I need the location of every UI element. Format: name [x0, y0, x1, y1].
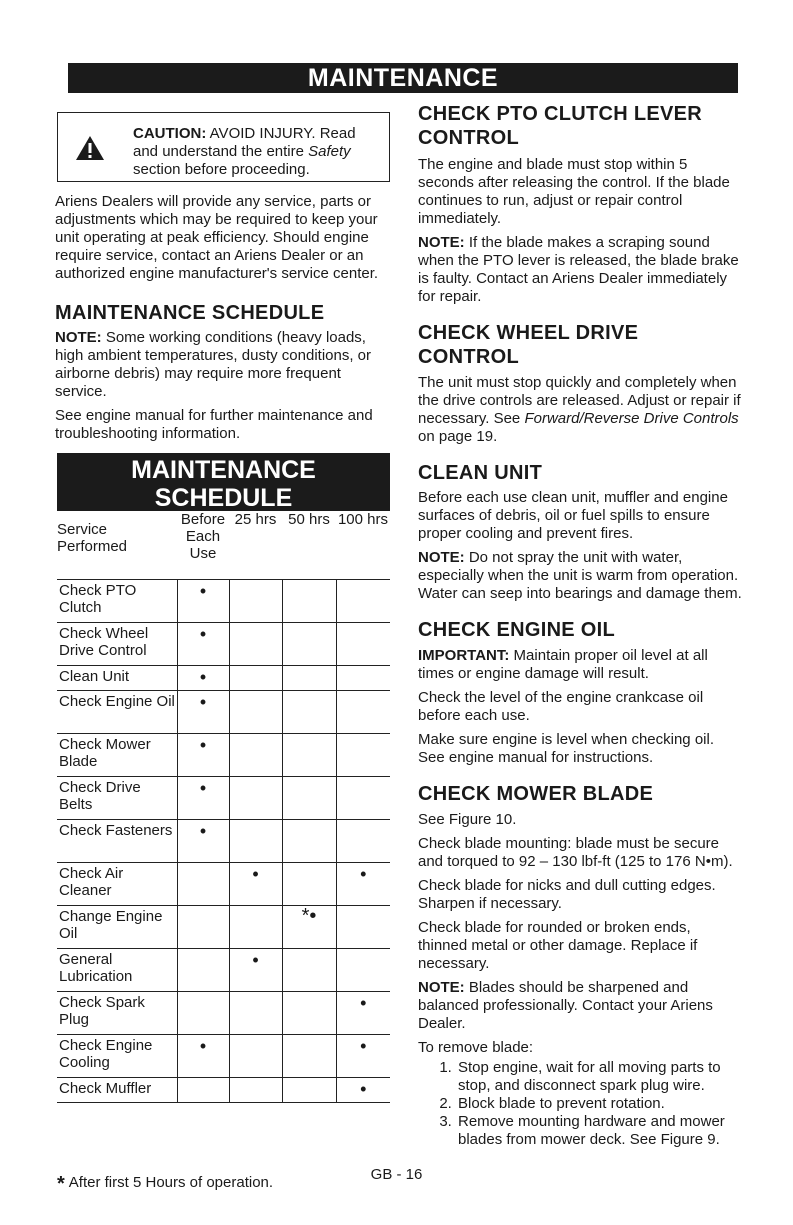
interval-mark: • — [199, 581, 207, 601]
interval-cell-h100 — [336, 863, 390, 906]
interval-cell-h100 — [336, 992, 390, 1035]
col-header-25: 25 hrs — [234, 511, 277, 528]
interval-cell-h100 — [336, 1035, 390, 1078]
service-name: Check Spark Plug — [57, 992, 177, 1035]
interval-cell-h25 — [229, 777, 282, 820]
table-row — [57, 691, 390, 734]
pto-note — [418, 234, 743, 306]
left-column — [55, 112, 390, 443]
interval-cell-h100 — [336, 623, 390, 666]
interval-cell-h50 — [282, 734, 336, 777]
interval-cell-before — [177, 691, 229, 734]
table-row — [57, 949, 390, 992]
oil-heading: CHECK ENGINE OIL — [418, 619, 616, 641]
schedule-paragraph: See engine manual for further maintenance and troubleshooting information. — [55, 407, 373, 442]
interval-mark: • — [360, 864, 367, 884]
note-text: If the blade makes a scraping sound when the PTO lever is released, the blade brake is faulty. Contact an Ariens Dealer immediately for repair. — [418, 234, 739, 305]
oil-paragraph-1: Check the level of the engine crankcase oil before each use. — [418, 689, 704, 724]
table-row — [57, 666, 390, 691]
interval-cell-h100 — [336, 777, 390, 820]
blade-note — [418, 979, 743, 1033]
interval-mark: • — [199, 692, 207, 712]
interval-cell-h100 — [336, 820, 390, 863]
footnote-asterisk: * — [57, 1173, 65, 1195]
interval-cell-h25 — [229, 949, 282, 992]
clean-paragraph: Before each use clean unit, muffler and engine surfaces of debris, oil or fuel spills to ensure proper cooling and prevent fires. — [418, 489, 728, 542]
schedule-note — [55, 329, 390, 401]
interval-cell-h25 — [229, 666, 282, 691]
col-header-100: 100 hrs — [337, 511, 389, 528]
wheel-ref: Forward/Reverse Drive Controls — [524, 410, 739, 427]
warning-triangle-icon — [75, 135, 105, 161]
interval-cell-before — [177, 949, 229, 992]
service-name: Check Muffler — [57, 1078, 177, 1103]
interval-mark: • — [252, 864, 259, 884]
interval-cell-h25 — [229, 623, 282, 666]
interval-cell-before — [177, 580, 229, 623]
right-column — [418, 102, 743, 1149]
table-row — [57, 1078, 390, 1103]
interval-mark: • — [199, 778, 207, 798]
footnote-text: After first 5 Hours of operation. — [68, 1174, 274, 1191]
table-row — [57, 992, 390, 1035]
header-row — [57, 511, 390, 580]
wheel-text: The unit must stop quickly and completely when the drive controls are released. Adjust or repair if necessary. See — [418, 374, 741, 427]
clean-note — [418, 549, 743, 603]
table-row — [57, 820, 390, 863]
table-row — [57, 580, 390, 623]
interval-cell-h50 — [282, 906, 336, 949]
table-title-line1: MAINTENANCE — [131, 456, 316, 484]
caution-body-end: section before proceeding. — [133, 161, 310, 178]
note-text: Some working conditions (heavy loads, high ambient temperatures, dusty conditions, or airborne debris) may require more frequent service. — [55, 329, 372, 400]
clean-heading: CLEAN UNIT — [418, 462, 543, 484]
interval-cell-before — [177, 863, 229, 906]
caution-ref: Safety — [308, 143, 351, 160]
blade-paragraph-2: Check blade mounting: blade must be secure and torqued to 92 – 130 lbf-ft (125 to 176 N•m). — [418, 835, 733, 870]
step-item: 3. Remove mounting hardware and mower blades from mower deck. See Figure 9. — [456, 1113, 743, 1149]
interval-mark: • — [199, 735, 207, 755]
interval-mark: *• — [301, 905, 317, 927]
blade-remove-intro: To remove blade: — [418, 1039, 534, 1056]
service-name: Check Fasteners — [57, 820, 177, 863]
interval-cell-before — [177, 1078, 229, 1103]
important-label: IMPORTANT: — [418, 647, 510, 664]
interval-cell-h50 — [282, 949, 336, 992]
schedule-grid — [57, 511, 390, 1103]
service-name: Check PTO Clutch — [57, 580, 177, 623]
pto-paragraph: The engine and blade must stop within 5 seconds after releasing the control. If the blade continues to run, adjust or repair control immediately. — [418, 156, 730, 227]
service-name: Check Engine Oil — [57, 691, 177, 734]
table-title-line2: SCHEDULE — [154, 484, 293, 512]
interval-cell-before — [177, 992, 229, 1035]
caution-text — [133, 125, 383, 179]
interval-mark: • — [252, 950, 259, 970]
table-row — [57, 863, 390, 906]
interval-mark: • — [199, 1036, 207, 1056]
note-text: Blades should be sharpened and balanced professionally. Contact your Ariens Dealer. — [418, 979, 713, 1032]
interval-mark: • — [199, 821, 207, 841]
table-title — [57, 453, 390, 511]
service-name: Check Air Cleaner — [57, 863, 177, 906]
wheel-text-end: on page 19. — [418, 428, 498, 445]
interval-mark: • — [360, 1079, 367, 1099]
table-row — [57, 906, 390, 949]
interval-cell-h50 — [282, 580, 336, 623]
interval-cell-h25 — [229, 906, 282, 949]
pto-heading: CHECK PTO CLUTCH LEVER CONTROL — [418, 103, 703, 149]
caution-body: AVOID INJURY. Read and understand the entire — [133, 125, 356, 160]
table-row — [57, 777, 390, 820]
service-name: Check Wheel Drive Control — [57, 623, 177, 666]
important-text: Maintain proper oil level at all times or engine damage will result. — [418, 647, 708, 682]
interval-cell-h25 — [229, 691, 282, 734]
interval-cell-h100 — [336, 734, 390, 777]
note-label: NOTE: — [418, 979, 465, 996]
note-label: NOTE: — [418, 234, 465, 251]
col-header-50: 50 hrs — [288, 511, 330, 528]
interval-cell-h50 — [282, 623, 336, 666]
interval-mark: • — [199, 667, 207, 687]
interval-cell-h50 — [282, 666, 336, 691]
note-label: NOTE: — [55, 329, 102, 346]
interval-mark: • — [199, 624, 207, 644]
interval-cell-h25 — [229, 863, 282, 906]
page-number: GB - 16 — [370, 1166, 423, 1183]
page-banner: MAINTENANCE — [68, 63, 738, 93]
interval-cell-h100 — [336, 666, 390, 691]
interval-cell-h100 — [336, 691, 390, 734]
interval-cell-before — [177, 734, 229, 777]
interval-cell-h50 — [282, 1035, 336, 1078]
table-row — [57, 1035, 390, 1078]
oil-paragraph-2: Make sure engine is level when checking oil. See engine manual for instructions. — [418, 731, 714, 766]
service-name: Check Drive Belts — [57, 777, 177, 820]
interval-cell-h25 — [229, 1035, 282, 1078]
interval-cell-h50 — [282, 820, 336, 863]
note-text: Do not spray the unit with water, especially when the unit is warm from operation. Water can seep into bearings and damage them. — [418, 549, 742, 602]
interval-cell-h25 — [229, 820, 282, 863]
interval-cell-h25 — [229, 1078, 282, 1103]
intro-paragraph: Ariens Dealers will provide any service, parts or adjustments which may be required to keep your unit operating at peak efficiency. Should engine require service, contact an Ariens Dealer or an authorized engine manufacturer's service center. — [55, 193, 379, 282]
interval-mark: • — [360, 993, 367, 1013]
interval-cell-h100 — [336, 906, 390, 949]
wheel-heading: CHECK WHEEL DRIVE CONTROL — [418, 322, 639, 368]
oil-important — [418, 647, 743, 683]
interval-mark: • — [360, 1036, 367, 1056]
schedule-heading: MAINTENANCE SCHEDULE — [55, 302, 325, 324]
step-item: 2. Block blade to prevent rotation. — [456, 1095, 743, 1113]
interval-cell-before — [177, 820, 229, 863]
interval-cell-h50 — [282, 863, 336, 906]
interval-cell-before — [177, 777, 229, 820]
interval-cell-before — [177, 666, 229, 691]
blade-paragraph-3: Check blade for nicks and dull cutting edges. Sharpen if necessary. — [418, 877, 716, 912]
interval-cell-h100 — [336, 949, 390, 992]
interval-cell-before — [177, 906, 229, 949]
blade-heading: CHECK MOWER BLADE — [418, 783, 654, 805]
step-item: 1. Stop engine, wait for all moving parts to stop, and disconnect spark plug wire. — [456, 1059, 743, 1095]
caution-box — [57, 112, 390, 182]
caution-label: CAUTION: — [133, 125, 207, 142]
interval-cell-h100 — [336, 580, 390, 623]
interval-cell-h50 — [282, 691, 336, 734]
blade-removal-steps — [418, 1059, 743, 1149]
interval-cell-h50 — [282, 777, 336, 820]
blade-paragraph-1: See Figure 10. — [418, 811, 517, 828]
col-header-before: Before Each Use — [180, 511, 226, 562]
interval-cell-h25 — [229, 580, 282, 623]
interval-cell-before — [177, 623, 229, 666]
interval-cell-h50 — [282, 1078, 336, 1103]
note-label: NOTE: — [418, 549, 465, 566]
service-name: Check Engine Cooling — [57, 1035, 177, 1078]
service-name: Clean Unit — [57, 666, 177, 691]
service-name: Change Engine Oil — [57, 906, 177, 949]
table-row — [57, 623, 390, 666]
blade-paragraph-4: Check blade for rounded or broken ends, thinned metal or other damage. Replace if necessary. — [418, 919, 698, 972]
interval-cell-h100 — [336, 1078, 390, 1103]
interval-cell-h50 — [282, 992, 336, 1035]
service-name: General Lubrication — [57, 949, 177, 992]
interval-cell-h25 — [229, 734, 282, 777]
wheel-paragraph — [418, 374, 743, 446]
col-header-service: Service Performed — [57, 521, 128, 555]
service-name: Check Mower Blade — [57, 734, 177, 777]
interval-cell-h25 — [229, 992, 282, 1035]
maintenance-schedule-table — [57, 453, 390, 1103]
table-row — [57, 734, 390, 777]
interval-cell-before — [177, 1035, 229, 1078]
